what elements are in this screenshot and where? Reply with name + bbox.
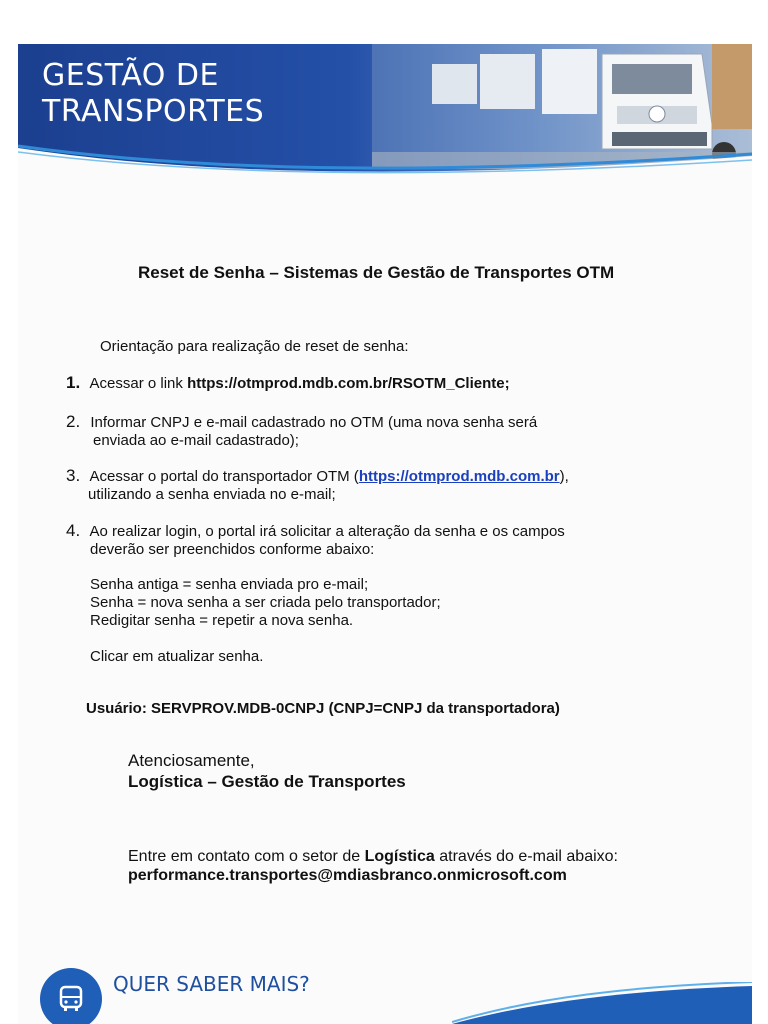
step-text: Acessar o link (89, 375, 188, 392)
field-repeat-password: Redigitar senha = repetir a nova senha. (90, 612, 354, 629)
closing (128, 750, 406, 792)
banner-title (42, 58, 264, 130)
rsotm-link: https://otmprod.mdb.com.br/RSOTM_Cliente; (187, 375, 510, 392)
bus-icon (56, 984, 86, 1014)
step-text: Ao realizar login, o portal irá solicitar a alteração da senha e os campos (89, 523, 565, 540)
document-title: Reset de Senha – Sistemas de Gestão de Transportes OTM (138, 263, 615, 282)
step-3 (66, 467, 569, 504)
banner-wave (18, 138, 752, 176)
step-text-end: ), (559, 468, 569, 485)
footer-wave (452, 982, 752, 1024)
step-number: 3. (66, 466, 81, 485)
document-page (18, 44, 752, 1024)
footer-text: QUER SABER MAIS? (113, 972, 310, 996)
step-number: 2. (66, 412, 81, 431)
field-old-password: Senha antiga = senha enviada pro e-mail; (90, 576, 369, 593)
click-instruction: Clicar em atualizar senha. (90, 648, 264, 665)
contact-pre: Entre em contato com o setor de (128, 848, 365, 865)
password-fields-list (90, 576, 441, 630)
contact-post: através do e-mail abaixo: (434, 848, 618, 865)
banner-title-line2: TRANSPORTES (42, 94, 265, 129)
step-text: Acessar o portal do transportador OTM ( (89, 468, 359, 485)
contact-email[interactable]: performance.transportes@mdiasbranco.onmicrosoft.com (128, 867, 567, 884)
footer-badge (40, 968, 102, 1024)
field-new-password: Senha = nova senha a ser criada pelo transportador; (90, 594, 441, 611)
step-text-cont: deverão ser preenchidos conforme abaixo: (90, 541, 375, 558)
step-text-cont: utilizando a senha enviada no e-mail; (88, 486, 336, 503)
step-number: 1. (66, 373, 81, 392)
otm-portal-link[interactable]: https://otmprod.mdb.com.br (358, 468, 560, 485)
step-number: 4. (66, 521, 81, 540)
intro-text: Orientação para realização de reset de senha: (100, 338, 409, 355)
header-banner (18, 44, 752, 176)
step-text: Informar CNPJ e e-mail cadastrado no OTM (uma nova senha será (90, 414, 538, 431)
contact-block (128, 847, 618, 885)
contact-department: Logística (364, 848, 435, 865)
regards-text: Atenciosamente, (128, 751, 255, 770)
step-4 (66, 522, 565, 559)
contact-text (128, 847, 618, 866)
step-2 (66, 413, 537, 450)
banner-title-line1: GESTÃO DE (42, 58, 219, 93)
signature: Logística – Gestão de Transportes (128, 772, 406, 791)
step-text-cont: enviada ao e-mail cadastrado); (93, 432, 299, 449)
step-1 (66, 374, 510, 393)
user-format: Usuário: SERVPROV.MDB-0CNPJ (CNPJ=CNPJ da transportadora) (86, 700, 560, 717)
